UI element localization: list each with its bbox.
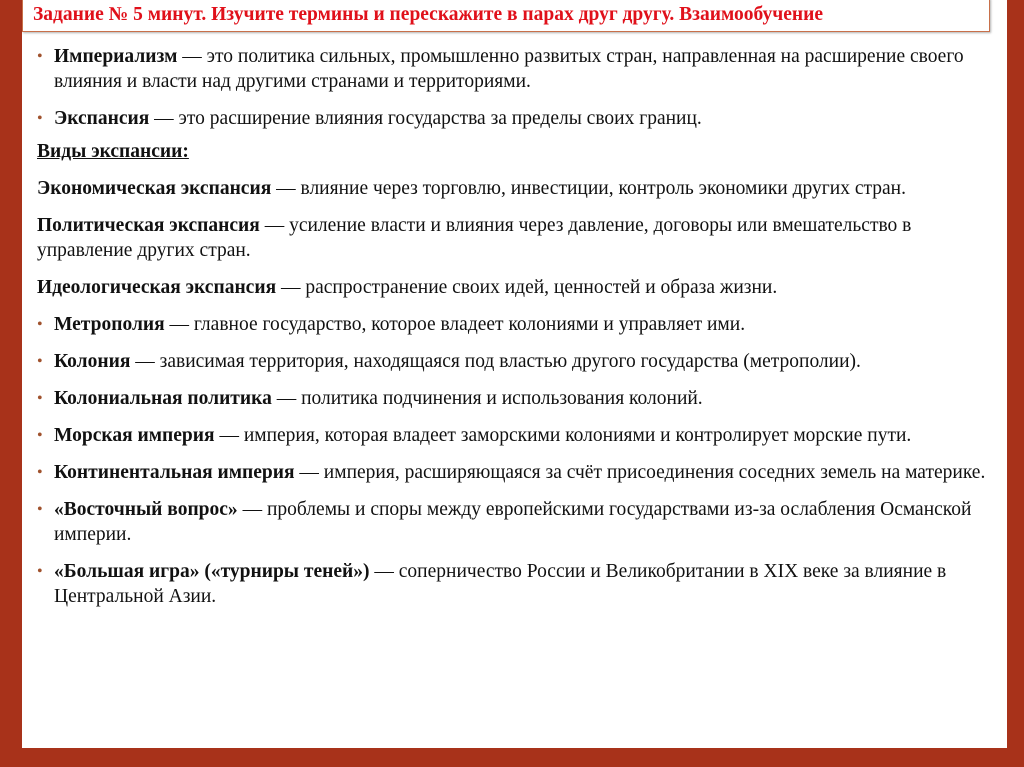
term: Политическая экспансия [37,215,260,236]
bullet-icon: • [37,353,43,370]
expansion-type [37,176,987,201]
bullet-icon: • [37,427,43,444]
bullet-icon: • [37,390,43,407]
definition-item [37,349,987,374]
definition: — главное государство, которое владеет колониями и управляет ими. [164,314,746,335]
definition-item [37,386,987,411]
content [37,44,987,621]
header-box [22,0,990,32]
definition: — распространение своих идей, ценностей и образа жизни. [276,277,778,298]
bullet-icon: • [37,501,43,518]
bullet-icon: • [37,464,43,481]
slide-title: Задание № 5 минут. Изучите термины и перескажите в парах друг другу. Взаимообучение [33,4,824,25]
definition-item [37,460,987,485]
definition: — империя, которая владеет заморскими колониями и контролирует морские пути. [214,425,912,446]
definition: — влияние через торговлю, инвестиции, контроль экономики других стран. [271,178,906,199]
definition-item [37,559,987,609]
bullet-icon: • [37,110,43,127]
definition: — политика подчинения и использования колоний. [271,388,703,409]
bullet-icon: • [37,316,43,333]
term: Морская империя [54,425,215,446]
definition-item [37,423,987,448]
definition-expansion [37,106,987,131]
definition: — империя, расширяющаяся за счёт присоединения соседних земель на материке. [294,462,986,483]
term: Метрополия [54,314,165,335]
definition: — проблемы и споры между европейскими государствами из-за ослабления Османской империи. [54,499,972,545]
definition: — это политика сильных, промышленно развитых стран, направленная на расширение своего влияния и власти над другими странами и территориями. [54,46,964,92]
definition-item [37,312,987,337]
term: Экспансия [54,108,150,129]
expansion-type [37,213,987,263]
term: Экономическая экспансия [37,178,272,199]
definition: — соперничество России и Великобритании в XIX веке за влияние в Центральной Азии. [54,561,947,607]
expansion-type [37,275,987,300]
definition: — усиление власти и влияния через давление, договоры или вмешательство в управление других стран. [37,215,912,261]
term: Колониальная политика [54,388,272,409]
definition: — зависимая территория, находящаяся под властью другого государства (метрополии). [130,351,861,372]
term: Идеологическая экспансия [37,277,277,298]
definition-item [37,497,987,547]
bullet-icon: • [37,48,43,65]
subheading: Виды экспансии: [37,141,189,162]
bullet-icon: • [37,563,43,580]
definition-imperialism [37,44,987,94]
definition: — это расширение влияния государства за пределы своих границ. [149,108,702,129]
term: «Большая игра» («турниры теней») [54,561,370,582]
term: Континентальная империя [54,462,295,483]
term: Колония [54,351,131,372]
term: Империализм [54,46,178,67]
term: «Восточный вопрос» [54,499,238,520]
